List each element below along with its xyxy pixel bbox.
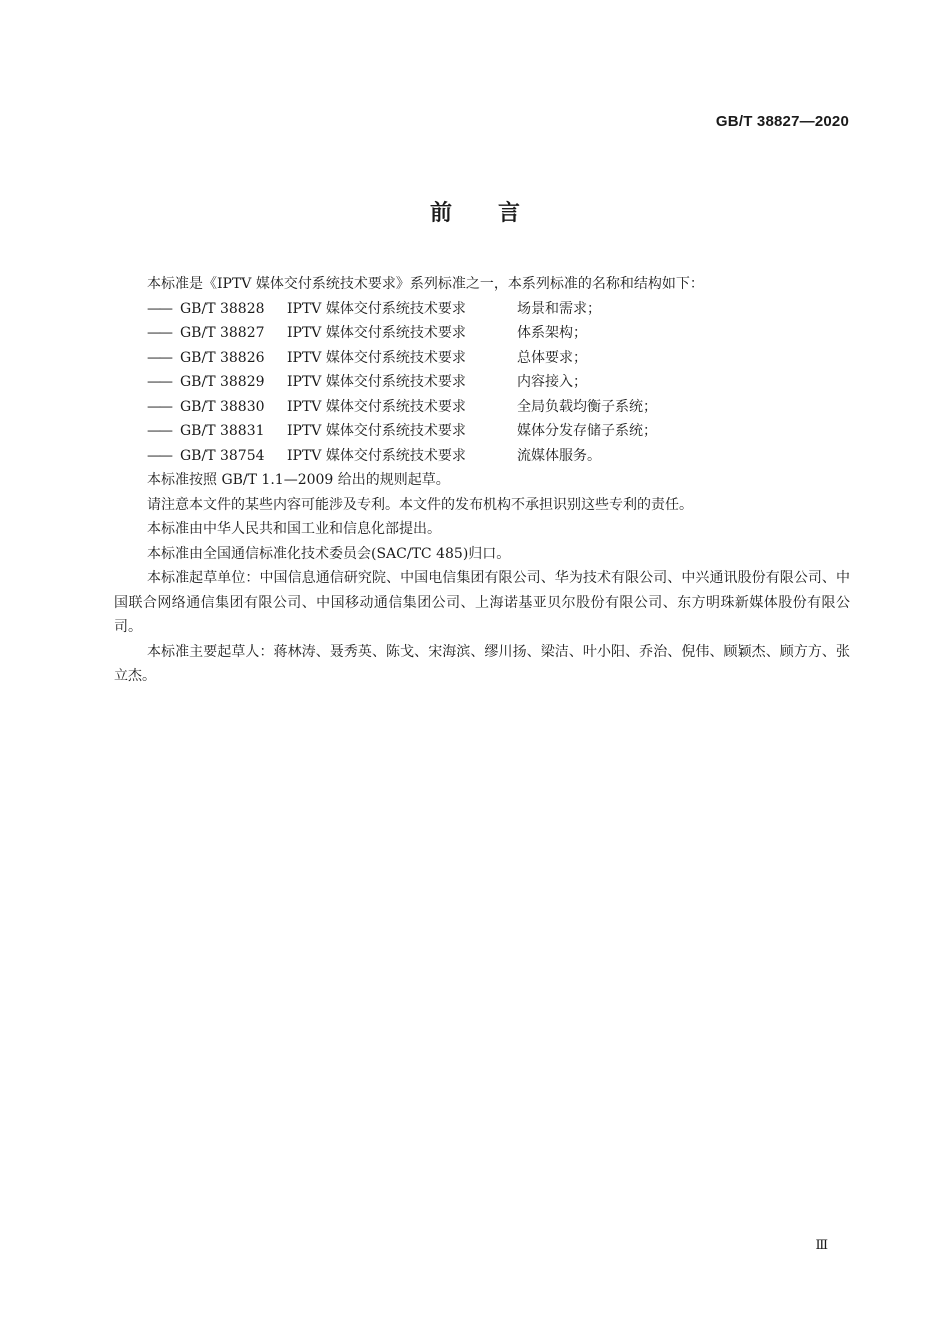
part-name: 全局负载均衡子系统； [517,398,657,415]
list-item: —— GB/T 38830 IPTV 媒体交付系统技术要求 全局负载均衡子系统； [114,395,850,420]
standard-code: GB/T 38828 [180,300,265,317]
drafting-organizations-paragraph: 本标准起草单位：中国信息通信研究院、中国电信集团有限公司、华为技术有限公司、中兴通讯股份有限公司、中国联合网络通信集团有限公司、中国移动通信集团公司、上海诺基亚贝尔股份有限公司、东方明珠新媒体股份有限公司。 [114,570,850,635]
list-item: —— GB/T 38827 IPTV 媒体交付系统技术要求 体系架构； [114,321,850,346]
page-title: 前言 [429,201,566,226]
series-name: IPTV 媒体交付系统技术要求 [287,374,466,390]
list-item: —— GB/T 38829 IPTV 媒体交付系统技术要求 内容接入； [114,370,850,395]
part-name: 流媒体服务。 [517,447,601,464]
series-name: IPTV 媒体交付系统技术要求 [287,447,466,464]
page-number: Ⅲ [815,1238,828,1253]
series-name: IPTV 媒体交付系统技术要求 [287,423,466,439]
proposer-paragraph: 本标准由中华人民共和国工业和信息化部提出。 [147,521,441,537]
standard-code: GB/T 38827 [180,325,265,341]
list-item: —— GB/T 38831 IPTV 媒体交付系统技术要求 媒体分发存储子系统； [114,419,850,444]
drafting-rules-paragraph: 本标准按照 GB/T 1.1—2009 给出的规则起草。 [147,472,450,488]
standard-number: GB/T 38827—2020 [715,113,849,130]
foreword-body [114,272,850,689]
series-name: IPTV 媒体交付系统技术要求 [287,349,466,366]
list-item: —— GB/T 38826 IPTV 媒体交付系统技术要求 总体要求； [114,346,850,371]
standard-code: GB/T 38831 [180,423,265,439]
drafters-paragraph: 本标准主要起草人：蒋林涛、聂秀英、陈戈、宋海滨、缪川扬、梁洁、叶小阳、乔治、倪伟、顾颖杰、顾方方、张立杰。 [114,643,850,684]
standard-code: GB/T 38830 [180,398,265,415]
part-name: 总体要求； [517,349,587,366]
series-name: IPTV 媒体交付系统技术要求 [287,325,466,341]
standard-code: GB/T 38829 [180,374,265,390]
list-item: —— GB/T 38828 IPTV 媒体交付系统技术要求 场景和需求； [114,297,850,322]
patent-notice-paragraph: 请注意本文件的某些内容可能涉及专利。本文件的发布机构不承担识别这些专利的责任。 [147,496,693,513]
series-list [114,297,850,469]
standard-code: GB/T 38826 [180,349,265,366]
part-name: 场景和需求； [517,300,601,317]
series-name: IPTV 媒体交付系统技术要求 [287,398,466,415]
committee-paragraph: 本标准由全国通信标准化技术委员会(SAC/TC 485)归口。 [147,545,511,562]
part-name: 媒体分发存储子系统； [517,423,657,439]
part-name: 内容接入； [517,374,587,390]
part-name: 体系架构； [517,325,587,341]
list-item: —— GB/T 38754 IPTV 媒体交付系统技术要求 流媒体服务。 [114,444,850,469]
standard-code: GB/T 38754 [180,447,265,464]
intro-paragraph: 本标准是《IPTV 媒体交付系统技术要求》系列标准之一，本系列标准的名称和结构如下： [147,276,704,292]
series-name: IPTV 媒体交付系统技术要求 [287,300,466,317]
